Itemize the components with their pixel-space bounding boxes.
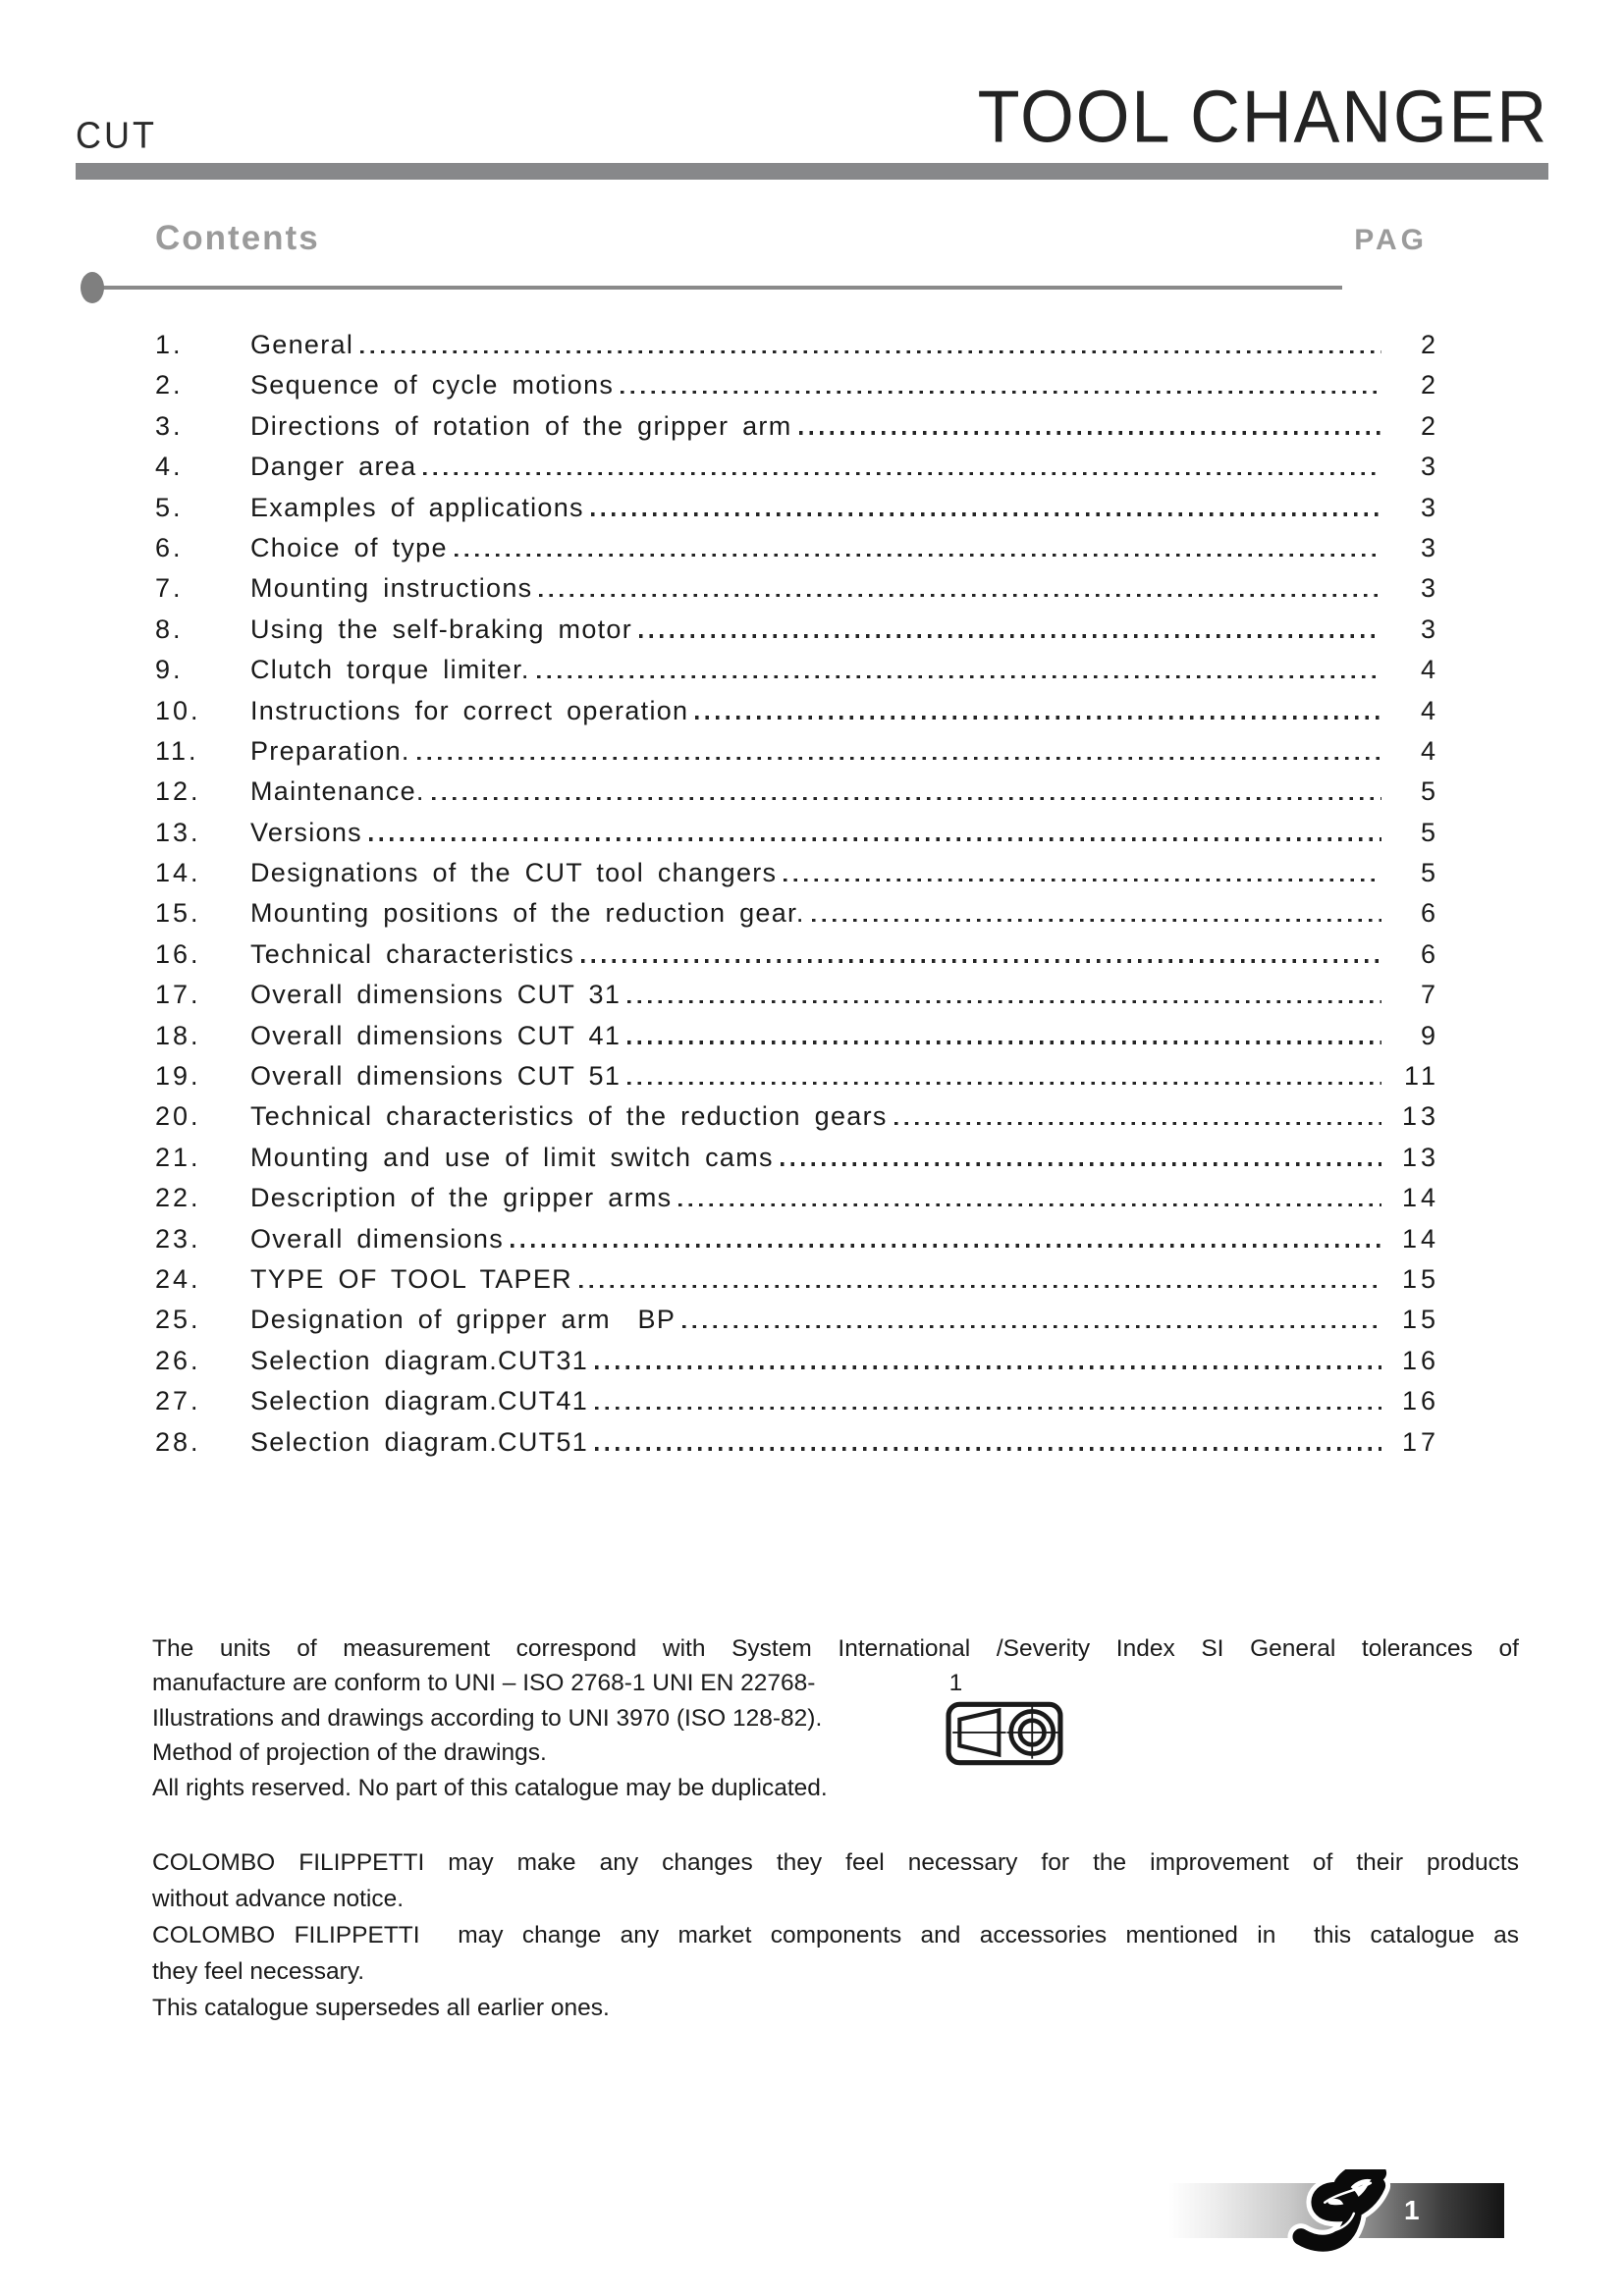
toc-row — [155, 1056, 1439, 1096]
paragraph-line: COLOMBO FILIPPETTI may make any changes they feel necessary for the improvement of their products — [152, 1849, 1519, 1877]
toc-page-number: 3 — [1420, 492, 1439, 522]
toc-number: 24. — [155, 1263, 201, 1294]
toc-row — [155, 1219, 1439, 1259]
toc-row — [155, 731, 1439, 772]
toc-dot-leader — [627, 1082, 1381, 1085]
toc-page-number: 4 — [1420, 655, 1439, 685]
toc-title: Overall dimensions — [250, 1223, 504, 1254]
toc-number: 16. — [155, 938, 201, 969]
toc-page-number: 15 — [1401, 1305, 1439, 1335]
toc-page-number: 14 — [1401, 1183, 1439, 1213]
toc-title: Danger area — [250, 452, 417, 482]
toc-dot-leader — [537, 675, 1381, 678]
toc-row — [155, 1178, 1439, 1218]
toc-number: 25. — [155, 1305, 201, 1335]
toc-page-number: 3 — [1420, 573, 1439, 604]
toc-row — [155, 365, 1439, 405]
toc-row — [155, 528, 1439, 568]
paragraph-line: This catalogue supersedes all earlier ones. — [152, 1995, 610, 2022]
toc-title: Using the self-braking motor — [250, 614, 633, 644]
toc-number: 4. — [155, 452, 184, 482]
toc-page-number: 16 — [1401, 1345, 1439, 1375]
toc-dot-leader — [627, 1000, 1381, 1003]
toc-title: Overall dimensions CUT 51 — [250, 1061, 622, 1092]
rule-line — [90, 286, 1342, 290]
paragraph-line: All rights reserved. No part of this catalogue may be duplicated. — [152, 1774, 828, 1801]
toc-row — [155, 1300, 1439, 1340]
toc-page-number: 5 — [1420, 858, 1439, 888]
toc-title: Technical characteristics — [250, 938, 575, 969]
toc-dot-leader — [678, 1203, 1381, 1206]
toc-title: Selection diagram.CUT31 — [250, 1345, 589, 1375]
toc-row — [155, 813, 1439, 853]
toc-row — [155, 893, 1439, 934]
toc-page-number: 4 — [1420, 735, 1439, 766]
toc-number: 28. — [155, 1426, 201, 1457]
toc-dot-leader — [639, 634, 1381, 637]
toc-page-number: 6 — [1420, 938, 1439, 969]
toc-number: 18. — [155, 1020, 201, 1050]
footer-page-number: 1 — [1404, 2195, 1420, 2225]
header-divider-bar — [76, 163, 1548, 180]
paragraph-line: COLOMBO FILIPPETTI may change any market components and accessories mentioned in this catalogue as — [152, 1922, 1519, 1949]
toc-page-number: 5 — [1420, 817, 1439, 847]
toc-page-number: 13 — [1401, 1101, 1439, 1132]
toc-row — [155, 447, 1439, 487]
legal-paragraph — [152, 1844, 1519, 2026]
toc-title: Designations of the CUT tool changers — [250, 858, 778, 888]
toc-row — [155, 1422, 1439, 1463]
toc-title: Choice of type — [250, 532, 448, 562]
toc-number: 11. — [155, 735, 199, 766]
toc-dot-leader — [799, 431, 1381, 434]
toc-number: 22. — [155, 1183, 201, 1213]
rule-bullet-icon — [81, 272, 104, 303]
toc-title: Description of the gripper arms — [250, 1183, 673, 1213]
toc-dot-leader — [595, 1365, 1381, 1368]
toc-title: Preparation. — [250, 735, 410, 766]
toc-dot-leader — [511, 1244, 1381, 1247]
toc-number: 17. — [155, 980, 201, 1010]
toc-title: Overall dimensions CUT 41 — [250, 1020, 622, 1050]
toc-page-number: 5 — [1420, 776, 1439, 807]
toc-row — [155, 1016, 1439, 1056]
toc-number: 15. — [155, 898, 201, 929]
toc-list — [155, 325, 1439, 1463]
paragraph-line: without advance notice. — [152, 1886, 405, 1913]
toc-dot-leader — [894, 1122, 1381, 1125]
toc-row — [155, 1096, 1439, 1137]
toc-row — [155, 691, 1439, 731]
toc-number: 9. — [155, 655, 184, 685]
toc-dot-leader — [417, 757, 1381, 760]
toc-row — [155, 488, 1439, 528]
toc-dot-leader — [369, 837, 1381, 840]
contents-heading-row — [155, 219, 1428, 258]
toc-number: 27. — [155, 1386, 201, 1416]
toc-page-number: 15 — [1401, 1263, 1439, 1294]
toc-number: 7. — [155, 573, 184, 604]
paragraph-line: The units of measurement correspond with System International /Severity Index SI General tolerances of — [152, 1634, 1519, 1662]
page-header — [76, 0, 1548, 159]
toc-row — [155, 1138, 1439, 1178]
toc-title: Technical characteristics of the reduction gears — [250, 1101, 888, 1132]
toc-title: Maintenance. — [250, 776, 425, 807]
toc-number: 2. — [155, 370, 184, 400]
toc-title: Instructions for correct operation — [250, 695, 689, 725]
toc-dot-leader — [595, 1447, 1381, 1450]
toc-row — [155, 934, 1439, 975]
toc-number: 14. — [155, 858, 201, 888]
toc-dot-leader — [695, 716, 1381, 719]
paragraph-line: manufacture are conform to UNI – ISO 2768-1 UNI EN 22768- 1 — [152, 1670, 963, 1697]
toc-row — [155, 610, 1439, 650]
contents-heading: Contents — [155, 219, 320, 257]
toc-title: Sequence of cycle motions — [250, 370, 615, 400]
toc-title: TYPE OF TOOL TAPER — [250, 1263, 572, 1294]
product-code-label: CUT — [76, 113, 157, 156]
toc-row — [155, 650, 1439, 690]
toc-title: Mounting instructions — [250, 573, 533, 604]
toc-page-number: 2 — [1420, 330, 1439, 359]
toc-dot-leader — [781, 1162, 1381, 1165]
toc-title: Designation of gripper arm BP — [250, 1305, 677, 1335]
notes-paragraph — [152, 1631, 1519, 1806]
toc-page-number: 17 — [1401, 1426, 1439, 1457]
toc-number: 5. — [155, 492, 184, 522]
toc-page-number: 2 — [1420, 410, 1439, 441]
toc-row — [155, 853, 1439, 893]
paragraph-line: Method of projection of the drawings. — [152, 1739, 547, 1767]
toc-number: 23. — [155, 1223, 201, 1254]
footer-bar — [1168, 2183, 1504, 2238]
toc-dot-leader — [539, 594, 1381, 597]
toc-row — [155, 975, 1439, 1015]
toc-page-number: 4 — [1420, 695, 1439, 725]
toc-title: Clutch torque limiter. — [250, 655, 530, 685]
toc-page-number: 2 — [1420, 370, 1439, 400]
toc-title: Versions — [250, 817, 362, 847]
toc-dot-leader — [812, 919, 1381, 922]
paragraph-line: Illustrations and drawings according to UNI 3970 (ISO 128-82). — [152, 1704, 823, 1732]
toc-number: 3. — [155, 410, 184, 441]
page-title: TOOL CHANGER — [977, 75, 1548, 158]
toc-number: 1. — [155, 330, 184, 359]
toc-title: Examples of applications — [250, 492, 584, 522]
toc-title: General — [250, 330, 354, 359]
toc-number: 21. — [155, 1142, 201, 1172]
toc-title: Mounting and use of limit switch cams — [250, 1142, 774, 1172]
toc-number: 8. — [155, 614, 184, 644]
page-column-heading: PAG — [1354, 224, 1428, 256]
toc-page-number: 3 — [1420, 614, 1439, 644]
toc-number: 10. — [155, 695, 201, 725]
toc-title: Overall dimensions CUT 31 — [250, 980, 622, 1010]
toc-row — [155, 325, 1439, 365]
toc-page-number: 3 — [1420, 532, 1439, 562]
first-angle-projection-icon — [946, 1700, 1063, 1767]
toc-page-number: 6 — [1420, 898, 1439, 929]
toc-dot-leader — [621, 391, 1381, 394]
toc-number: 26. — [155, 1345, 201, 1375]
toc-page-number: 11 — [1403, 1061, 1439, 1092]
toc-page-number: 16 — [1401, 1386, 1439, 1416]
toc-page-number: 13 — [1401, 1142, 1439, 1172]
toc-number: 12. — [155, 776, 201, 807]
toc-row — [155, 1341, 1439, 1381]
toc-dot-leader — [591, 512, 1381, 515]
brand-logo-icon — [1284, 2169, 1398, 2254]
toc-title: Selection diagram.CUT41 — [250, 1386, 589, 1416]
toc-row — [155, 1381, 1439, 1421]
toc-page-number: 9 — [1420, 1020, 1439, 1050]
toc-page-number: 14 — [1401, 1223, 1439, 1254]
toc-page-number: 3 — [1420, 452, 1439, 482]
toc-row — [155, 772, 1439, 812]
toc-row — [155, 406, 1439, 447]
toc-number: 20. — [155, 1101, 201, 1132]
toc-row — [155, 568, 1439, 609]
toc-row — [155, 1259, 1439, 1300]
toc-number: 6. — [155, 532, 184, 562]
toc-dot-leader — [360, 350, 1381, 353]
toc-dot-leader — [581, 959, 1381, 962]
toc-dot-leader — [579, 1285, 1381, 1288]
toc-dot-leader — [627, 1041, 1381, 1043]
toc-number: 13. — [155, 817, 201, 847]
toc-number: 19. — [155, 1061, 201, 1092]
toc-dot-leader — [455, 554, 1381, 557]
toc-dot-leader — [423, 472, 1381, 475]
toc-title: Selection diagram.CUT51 — [250, 1426, 589, 1457]
toc-dot-leader — [432, 797, 1381, 800]
toc-dot-leader — [595, 1407, 1381, 1410]
toc-dot-leader — [682, 1325, 1381, 1328]
toc-title: Directions of rotation of the gripper arm — [250, 410, 792, 441]
toc-dot-leader — [784, 879, 1381, 881]
toc-title: Mounting positions of the reduction gear. — [250, 898, 805, 929]
paragraph-line: they feel necessary. — [152, 1958, 365, 1986]
toc-page-number: 7 — [1420, 980, 1439, 1010]
contents-rule — [81, 272, 1342, 303]
